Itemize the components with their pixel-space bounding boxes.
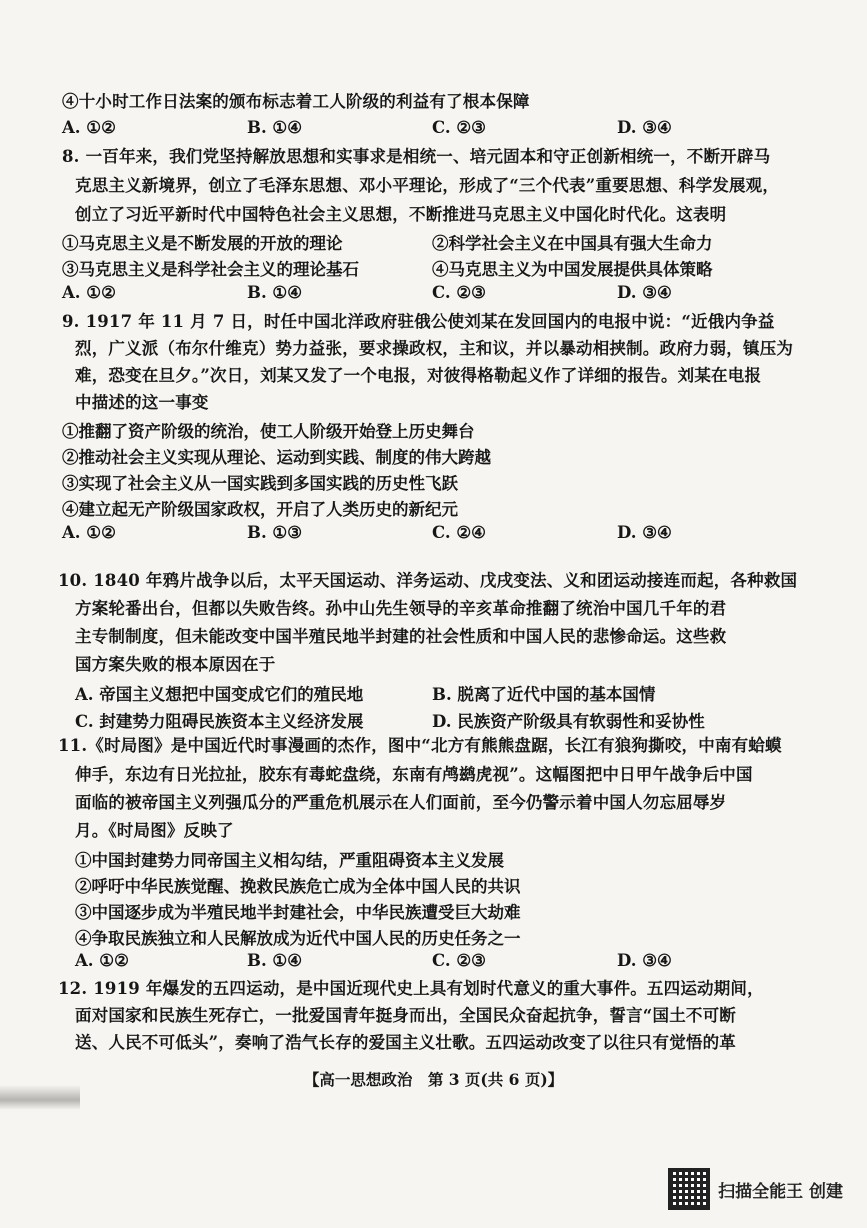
q8-stem-line-2: 克思主义新境界，创立了毛泽东思想、邓小平理论，形成了“三个代表”重要思想、科学发展观， xyxy=(75,176,780,195)
q9-stem-line-2: 烈，广义派（布尔什维克）势力益张，要求操政权，主和议，并以暴动相挟制。政府力弱，镇压为 xyxy=(75,339,794,358)
q9-stem-line-1: 9. 1917 年 11 月 7 日，时任中国北洋政府驻俄公使刘某在发回国内的电报中说：“近俄内争益 xyxy=(62,312,775,331)
q9-item-2: ②推动社会主义实现从理论、运动到实践、制度的伟大跨越 xyxy=(62,448,491,467)
q11-option-a: A. ①② xyxy=(75,951,129,970)
q8-option-b: B. ①④ xyxy=(247,283,303,302)
q7-option-a: A. ①② xyxy=(62,118,116,137)
qr-code-icon xyxy=(668,1168,710,1210)
q11-stem-line-2: 伸手，东边有日光拉扯，胶东有毒蛇盘绕，东南有鸬鹚虎视”。这幅图把中日甲午战争后中国 xyxy=(75,765,753,784)
q9-option-a: A. ①② xyxy=(62,523,116,542)
q11-item-2: ②呼吁中华民族觉醒、挽救民族危亡成为全体中国人民的共识 xyxy=(75,877,521,896)
scanner-watermark xyxy=(668,1168,843,1210)
q8-stem-line-3: 创立了习近平新时代中国特色社会主义思想，不断推进马克思主义中国化时代化。这表明 xyxy=(75,205,727,224)
q11-item-3: ③中国逐步成为半殖民地半封建社会，中华民族遭受巨大劫难 xyxy=(75,903,521,922)
q8-option-a: A. ①② xyxy=(62,283,116,302)
q11-option-d: D. ③④ xyxy=(617,951,672,970)
q10-option-d: D. 民族资产阶级具有软弱性和妥协性 xyxy=(432,712,705,731)
page-footer: 【高一思想政治 第 3 页(共 6 页)】 xyxy=(303,1070,564,1089)
q10-stem-line-4: 国方案失败的根本原因在于 xyxy=(75,655,276,674)
q8-option-c: C. ②③ xyxy=(432,283,486,302)
q11-stem-line-3: 面临的被帝国主义列强瓜分的严重危机展示在人们面前，至今仍警示着中国人勿忘屈辱岁 xyxy=(75,793,727,812)
q10-stem-line-3: 主专制制度，但未能改变中国半殖民地半封建的社会性质和中国人民的悲惨命运。这些救 xyxy=(75,627,727,646)
q11-item-4: ④争取民族独立和人民解放成为近代中国人民的历史任务之一 xyxy=(75,929,521,948)
q8-stem-line-1: 8. 一百年来，我们党坚持解放思想和实事求是相统一、培元固本和守正创新相统一，不断开辟马 xyxy=(62,147,771,166)
q9-item-3: ③实现了社会主义从一国实践到多国实践的历史性飞跃 xyxy=(62,474,458,493)
q12-stem-line-1: 12. 1919 年爆发的五四运动，是中国近现代史上具有划时代意义的重大事件。五四运动期间， xyxy=(58,979,764,998)
q11-option-c: C. ②③ xyxy=(432,951,486,970)
scan-edge-shadow xyxy=(0,1085,80,1110)
q9-item-4: ④建立起无产阶级国家政权，开启了人类历史的新纪元 xyxy=(62,500,458,519)
q10-option-a: A. 帝国主义想把中国变成它们的殖民地 xyxy=(75,685,364,704)
q7-option-b: B. ①④ xyxy=(247,118,303,137)
q7-item-4: ④十小时工作日法案的颁布标志着工人阶级的利益有了根本保障 xyxy=(62,92,530,111)
q9-stem-line-4: 中描述的这一事变 xyxy=(75,393,209,412)
q9-option-c: C. ②④ xyxy=(432,523,486,542)
q8-option-d: D. ③④ xyxy=(617,283,672,302)
q8-item-3: ③马克思主义是科学社会主义的理论基石 xyxy=(62,260,359,279)
q9-stem-line-3: 难，恐变在旦夕。”次日，刘某又发了一个电报，对彼得格勒起义作了详细的报告。刘某在电报 xyxy=(75,366,762,385)
q10-stem-line-1: 10. 1840 年鸦片战争以后，太平天国运动、洋务运动、戊戌变法、义和团运动接连而起，各种救国 xyxy=(58,571,798,590)
q9-option-b: B. ①③ xyxy=(247,523,303,542)
q12-stem-line-3: 送、人民不可低头”，奏响了浩气长存的爱国主义壮歌。五四运动改变了以往只有觉悟的革 xyxy=(75,1033,736,1052)
q7-option-c: C. ②③ xyxy=(432,118,486,137)
q9-item-1: ①推翻了资产阶级的统治，使工人阶级开始登上历史舞台 xyxy=(62,422,475,441)
q12-stem-line-2: 面对国家和民族生死存亡，一批爱国青年挺身而出，全国民众奋起抗争，誓言“国土不可断 xyxy=(75,1006,736,1025)
q11-option-b: B. ①④ xyxy=(247,951,303,970)
q9-option-d: D. ③④ xyxy=(617,523,672,542)
q10-option-b: B. 脱离了近代中国的基本国情 xyxy=(432,685,656,704)
q7-option-d: D. ③④ xyxy=(617,118,672,137)
q11-stem-line-1: 11.《时局图》是中国近代时事漫画的杰作，图中“北方有熊熊盘踞，长江有狼狗撕咬，中南有蛤蟆 xyxy=(58,736,782,755)
q10-option-c: C. 封建势力阻碍民族资本主义经济发展 xyxy=(75,712,364,731)
q8-item-1: ①马克思主义是不断发展的开放的理论 xyxy=(62,234,343,253)
q11-item-1: ①中国封建势力同帝国主义相勾结，严重阻碍资本主义发展 xyxy=(75,851,504,870)
q11-stem-line-4: 月。《时局图》反映了 xyxy=(75,821,234,840)
q8-item-2: ②科学社会主义在中国具有强大生命力 xyxy=(432,234,713,253)
watermark-text: 扫描全能王 创建 xyxy=(718,1181,843,1202)
q10-stem-line-2: 方案轮番出台，但都以失败告终。孙中山先生领导的辛亥革命推翻了统治中国几千年的君 xyxy=(75,599,727,618)
q8-item-4: ④马克思主义为中国发展提供具体策略 xyxy=(432,260,713,279)
